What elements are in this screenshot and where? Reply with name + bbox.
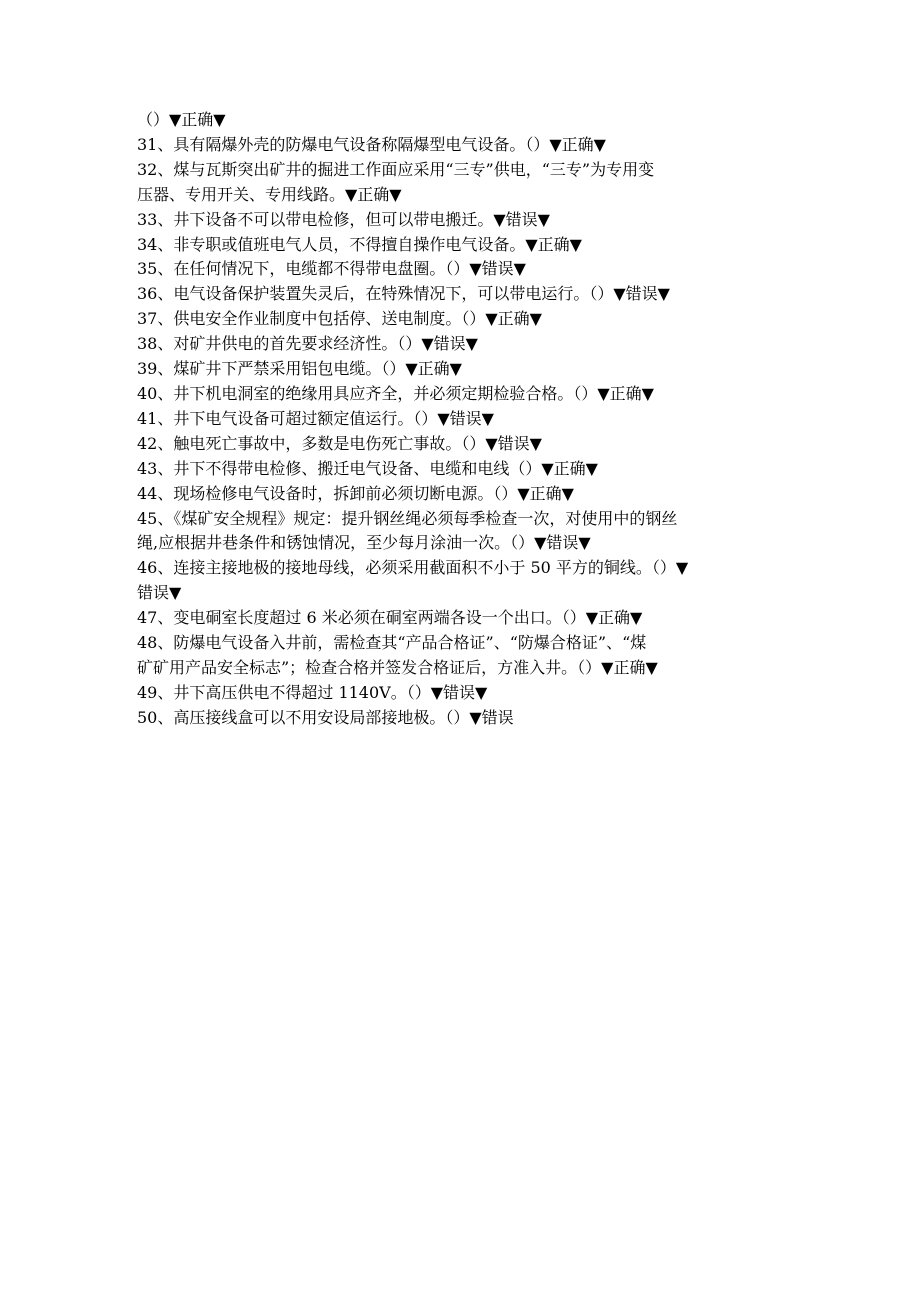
question-44: 44、现场检修电气设备时，拆卸前必须切断电源。（）▼正确▼ xyxy=(137,483,574,503)
question-35: 35、在任何情况下，电缆都不得带电盘圈。（）▼错误▼ xyxy=(137,259,526,279)
question-32: 32、煤与瓦斯突出矿井的掘进工作面应采用“三专”供电，“三专”为专用变 xyxy=(137,159,655,179)
question-36: 36、电气设备保护装置失灵后，在特殊情况下，可以带电运行。（）▼错误▼ xyxy=(137,284,670,304)
question-50: 50、高压接线盒可以不用安设局部接地极。（）▼错误 xyxy=(137,707,514,727)
question-48-continued: 矿矿用产品安全标志”；检查合格并签发合格证后，方准入井。（）▼正确▼ xyxy=(137,657,658,677)
question-40: 40、井下机电洞室的绝缘用具应齐全，并必须定期检验合格。（）▼正确▼ xyxy=(137,383,654,403)
question-31: 31、具有隔爆外壳的防爆电气设备称隔爆型电气设备。（）▼正确▼ xyxy=(137,134,606,154)
question-45-continued: 绳,应根据井巷条件和锈蚀情况，至少每月涂油一次。（）▼错误▼ xyxy=(137,533,591,553)
question-39: 39、煤矿井下严禁采用铝包电缆。（）▼正确▼ xyxy=(137,359,462,379)
text-line: （）▼正确▼ xyxy=(137,110,226,129)
question-41: 41、井下电气设备可超过额定值运行。（）▼错误▼ xyxy=(137,408,494,428)
question-46-continued: 错误▼ xyxy=(137,583,182,603)
question-32-continued: 压器、专用开关、专用线路。▼正确▼ xyxy=(137,184,402,204)
question-37: 37、供电安全作业制度中包括停、送电制度。（）▼正确▼ xyxy=(137,309,542,329)
question-45: 45、《煤矿安全规程》规定：提升钢丝绳必须每季检查一次，对使用中的钢丝 xyxy=(137,508,678,528)
document-body xyxy=(137,108,777,731)
question-47: 47、变电硐室长度超过 6 米必须在硐室两端各设一个出口。（）▼正确▼ xyxy=(137,608,643,628)
question-38: 38、对矿井供电的首先要求经济性。（）▼错误▼ xyxy=(137,334,478,354)
question-46: 46、连接主接地极的接地母线，必须采用截面积不小于 50 平方的铜线。（）▼ xyxy=(137,558,689,578)
question-34: 34、非专职或值班电气人员，不得擅自操作电气设备。▼正确▼ xyxy=(137,234,582,254)
question-43: 43、井下不得带电检修、搬迁电气设备、电缆和电线（）▼正确▼ xyxy=(137,458,598,478)
question-42: 42、触电死亡事故中，多数是电伤死亡事故。（）▼错误▼ xyxy=(137,433,542,453)
question-48: 48、防爆电气设备入井前，需检查其“产品合格证”、“防爆合格证”、“煤 xyxy=(137,633,647,653)
question-49: 49、井下高压供电不得超过 1140V。（）▼错误▼ xyxy=(137,682,488,702)
question-33: 33、井下设备不可以带电检修，但可以带电搬迁。▼错误▼ xyxy=(137,209,550,229)
